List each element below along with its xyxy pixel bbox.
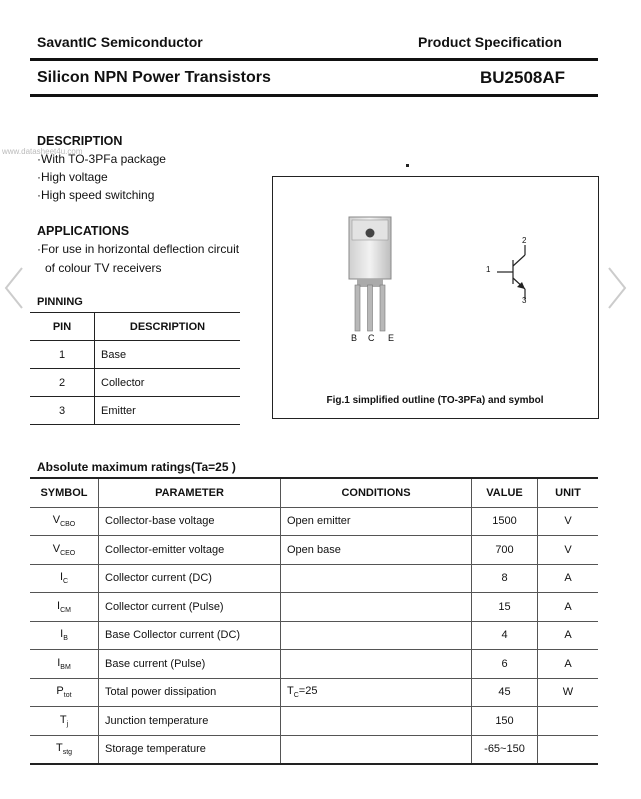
value-cell: 700 — [472, 536, 538, 565]
table-row — [30, 735, 598, 764]
value-cell: 45 — [472, 678, 538, 707]
symbol-cell — [30, 593, 99, 622]
unit-cell: A — [538, 621, 599, 650]
symbol-main: I — [59, 571, 63, 584]
value-cell: 1500 — [472, 507, 538, 536]
symbol-subscript: BM — [60, 663, 71, 671]
description-item: ·With TO-3PFa package — [37, 152, 166, 166]
parameter-cell: Junction temperature — [99, 707, 281, 736]
conditions-cell — [281, 507, 472, 536]
lead-label: E — [388, 333, 395, 343]
symbol-cell — [30, 650, 99, 679]
table-row — [30, 650, 598, 679]
title-rule — [30, 94, 598, 97]
col-parameter: PARAMETER — [99, 478, 281, 507]
watermark: www.datasheet4u.com — [2, 147, 83, 156]
lead-collector — [368, 285, 373, 331]
applications-line: ·For use in horizontal deflection circuit — [37, 242, 240, 256]
lead-label: C — [368, 333, 375, 343]
table-row — [30, 341, 240, 369]
symbol-main: I — [60, 628, 64, 641]
table-row — [30, 397, 240, 425]
parameter-cell: Base current (Pulse) — [99, 650, 281, 679]
unit-cell: A — [538, 593, 599, 622]
col-unit: UNIT — [538, 478, 599, 507]
chevron-right-icon — [609, 268, 625, 308]
unit-cell: W — [538, 678, 599, 707]
symbol-subscript: stg — [62, 749, 73, 757]
table-row — [30, 369, 240, 397]
description-heading: DESCRIPTION — [37, 134, 123, 148]
product-line: Silicon NPN Power Transistors — [37, 69, 271, 86]
value-cell: 4 — [472, 621, 538, 650]
symbol-main: I — [57, 656, 61, 669]
description-item: ·High speed switching — [37, 188, 155, 202]
pin-description: Emitter — [95, 397, 241, 425]
company-name: SavantIC Semiconductor — [37, 34, 203, 50]
value-cell: 8 — [472, 564, 538, 593]
value-cell: 6 — [472, 650, 538, 679]
parameter-cell: Storage temperature — [99, 735, 281, 764]
symbol-main: V — [52, 514, 61, 527]
symbol-main: T — [59, 713, 67, 726]
table-header-row — [30, 478, 598, 507]
conditions-cell — [281, 650, 472, 679]
symbol-subscript: CM — [60, 606, 71, 614]
symbol-main: I — [57, 599, 61, 612]
unit-cell: V — [538, 536, 599, 565]
symbol-subscript: tot — [63, 692, 72, 700]
package-illustration — [273, 177, 597, 417]
symbol-cell — [30, 507, 99, 536]
conditions-text: T — [287, 685, 294, 698]
document-type: Product Specification — [418, 34, 562, 50]
col-value: VALUE — [472, 478, 538, 507]
symbol-cell — [30, 621, 99, 650]
unit-cell — [538, 735, 599, 764]
applications-heading: APPLICATIONS — [37, 224, 130, 238]
conditions-cell — [281, 735, 472, 764]
table-row — [30, 564, 598, 593]
symbol-pin-label: 2 — [522, 236, 527, 245]
npn-symbol-icon — [497, 245, 525, 299]
conditions-cell — [281, 536, 472, 565]
value-cell: 150 — [472, 707, 538, 736]
lead-emitter — [380, 285, 385, 331]
symbol-cell — [30, 707, 99, 736]
pin-number: 2 — [30, 369, 95, 397]
table-row — [30, 707, 598, 736]
chevron-left-icon — [6, 268, 22, 308]
prev-slide-button[interactable] — [2, 266, 26, 310]
symbol-pin-label: 1 — [486, 265, 491, 274]
parameter-cell: Collector current (Pulse) — [99, 593, 281, 622]
part-number: BU2508AF — [480, 68, 566, 87]
table-row — [30, 678, 598, 707]
lead-label: B — [351, 333, 358, 343]
conditions-cell — [281, 593, 472, 622]
unit-cell: V — [538, 507, 599, 536]
parameter-cell: Collector current (DC) — [99, 564, 281, 593]
symbol-cell — [30, 536, 99, 565]
unit-cell: A — [538, 564, 599, 593]
ratings-heading: Absolute maximum ratings(Ta=25 ) — [37, 460, 236, 474]
symbol-cell — [30, 678, 99, 707]
figure-box — [272, 176, 599, 419]
parameter-cell: Base Collector current (DC) — [99, 621, 281, 650]
conditions-value: =25 — [298, 685, 318, 698]
parameter-cell: Collector-emitter voltage — [99, 536, 281, 565]
symbol-main: P — [56, 685, 64, 698]
table-header-row — [30, 313, 240, 341]
figure-dot — [406, 164, 409, 167]
symbol-main: V — [52, 542, 61, 555]
pin-number: 3 — [30, 397, 95, 425]
symbol-subscript: CBO — [60, 521, 76, 529]
applications-line: of colour TV receivers — [45, 261, 162, 275]
symbol-subscript: CEO — [60, 549, 76, 557]
conditions-text: Open base — [287, 543, 341, 556]
col-description: DESCRIPTION — [95, 313, 241, 341]
pin-description: Base — [95, 341, 241, 369]
mounting-hole-icon — [366, 229, 375, 238]
col-conditions: CONDITIONS — [281, 478, 472, 507]
conditions-cell — [281, 621, 472, 650]
lead-base — [355, 285, 360, 331]
ratings-table — [30, 477, 598, 765]
symbol-cell — [30, 735, 99, 764]
col-pin: PIN — [30, 313, 95, 341]
pinning-table — [30, 312, 240, 425]
header-rule — [30, 58, 598, 61]
conditions-text: Open emitter — [287, 515, 351, 528]
table-row — [30, 593, 598, 622]
parameter-cell: Total power dissipation — [99, 678, 281, 707]
symbol-subscript: B — [63, 635, 68, 643]
pinning-heading: PINNING — [37, 296, 83, 308]
unit-cell: A — [538, 650, 599, 679]
value-cell: 15 — [472, 593, 538, 622]
symbol-pin-label: 3 — [522, 296, 527, 305]
next-slide-button[interactable] — [605, 266, 629, 310]
symbol-subscript: j — [66, 720, 69, 728]
pin-description: Collector — [95, 369, 241, 397]
parameter-cell: Collector-base voltage — [99, 507, 281, 536]
pin-number: 1 — [30, 341, 95, 369]
table-row — [30, 507, 598, 536]
unit-cell — [538, 707, 599, 736]
symbol-subscript: C — [63, 578, 69, 586]
conditions-cell — [281, 564, 472, 593]
conditions-subscript: C — [293, 692, 299, 700]
value-cell: -65~150 — [472, 735, 538, 764]
col-symbol: SYMBOL — [30, 478, 99, 507]
figure-caption: Fig.1 simplified outline (TO-3PFa) and symbol — [326, 395, 544, 406]
conditions-cell — [281, 678, 472, 707]
table-row — [30, 621, 598, 650]
description-item: ·High voltage — [37, 170, 108, 184]
symbol-main: T — [55, 742, 63, 755]
symbol-cell — [30, 564, 99, 593]
conditions-cell — [281, 707, 472, 736]
table-row — [30, 536, 598, 565]
